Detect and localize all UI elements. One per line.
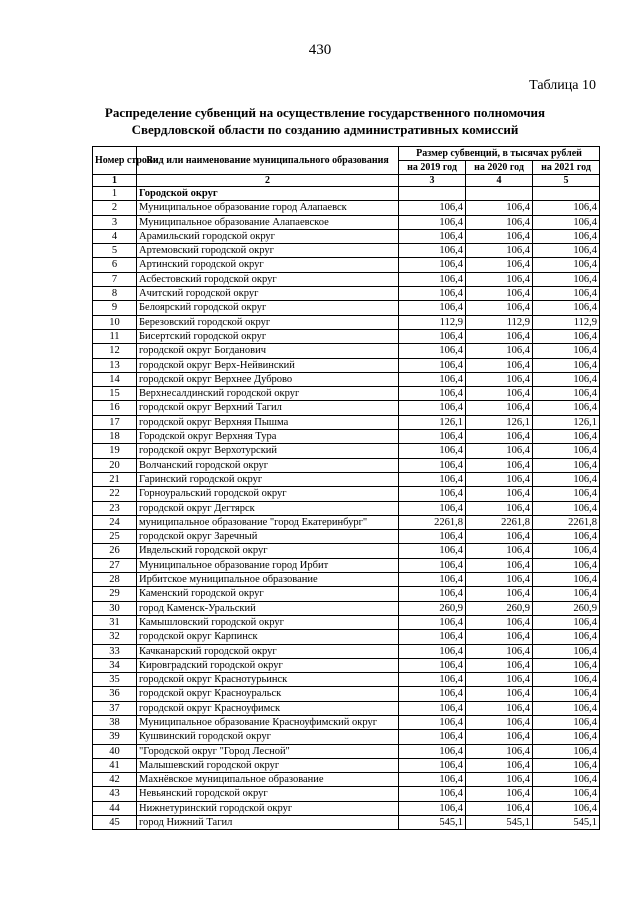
value-2021-cell: 106,4 [533,544,600,558]
municipality-name-cell: Малышевский городской округ [137,758,399,772]
value-2020-cell: 106,4 [466,558,533,572]
value-2019-cell: 260,9 [399,601,466,615]
value-2019-cell: 106,4 [399,644,466,658]
table-row [93,816,600,830]
value-2019-cell: 106,4 [399,573,466,587]
value-2021-cell: 2261,8 [533,515,600,529]
table-row [93,258,600,272]
row-number-cell: 35 [93,673,137,687]
table-row [93,701,600,715]
row-number-cell: 27 [93,558,137,572]
value-2021-cell: 106,4 [533,229,600,243]
row-number-cell: 28 [93,573,137,587]
row-number-cell: 7 [93,272,137,286]
value-2021-cell: 106,4 [533,730,600,744]
value-2021-cell: 106,4 [533,673,600,687]
table-row [93,215,600,229]
municipality-name-cell: Городской округ [137,187,399,201]
value-2021-cell: 106,4 [533,329,600,343]
value-2019-cell: 106,4 [399,630,466,644]
table-row [93,187,600,201]
municipality-name-cell: "Городской округ "Город Лесной" [137,744,399,758]
value-2020-cell: 106,4 [466,229,533,243]
table-row [93,472,600,486]
header-municipality-name: Вид или наименование муниципального образования [137,147,399,175]
row-number-cell: 14 [93,372,137,386]
value-2019-cell: 106,4 [399,301,466,315]
row-number-cell: 33 [93,644,137,658]
value-2020-cell: 106,4 [466,215,533,229]
value-2020-cell: 2261,8 [466,515,533,529]
value-2020-cell: 106,4 [466,615,533,629]
municipality-name-cell: Махнёвское муниципальное образование [137,773,399,787]
value-2020-cell: 106,4 [466,673,533,687]
header-year-2020: на 2020 год [466,161,533,175]
header-row-number: Номер строки [93,147,137,175]
column-index-1: 1 [93,175,137,187]
value-2021-cell: 106,4 [533,372,600,386]
value-2021-cell: 106,4 [533,272,600,286]
municipality-name-cell: Гаринский городской округ [137,472,399,486]
value-2019-cell: 106,4 [399,701,466,715]
document-title-line-1: Распределение субвенций на осуществление государственного полномочия [104,105,546,120]
municipality-name-cell: городской округ Краснотурьинск [137,673,399,687]
municipality-name-cell: городской округ Богданович [137,344,399,358]
value-2020-cell: 260,9 [466,601,533,615]
value-2021-cell: 106,4 [533,358,600,372]
municipality-name-cell: городской округ Верхотурский [137,444,399,458]
value-2019-cell: 106,4 [399,401,466,415]
table-row [93,501,600,515]
value-2020-cell: 126,1 [466,415,533,429]
row-number-cell: 9 [93,301,137,315]
header-year-2019: на 2019 год [399,161,466,175]
municipality-name-cell: Муниципальное образование город Ирбит [137,558,399,572]
table-row [93,272,600,286]
value-2020-cell: 106,4 [466,344,533,358]
row-number-cell: 3 [93,215,137,229]
row-number-cell: 16 [93,401,137,415]
value-2019-cell: 2261,8 [399,515,466,529]
value-2020-cell: 106,4 [466,272,533,286]
row-number-cell: 24 [93,515,137,529]
value-2021-cell: 106,4 [533,487,600,501]
table-row [93,730,600,744]
row-number-cell: 31 [93,615,137,629]
table-row [93,430,600,444]
municipality-name-cell: Арамильский городской округ [137,229,399,243]
table-row [93,301,600,315]
table-row [93,544,600,558]
row-number-cell: 17 [93,415,137,429]
value-2021-cell: 106,4 [533,501,600,515]
value-2021-cell: 106,4 [533,701,600,715]
value-2020-cell: 106,4 [466,301,533,315]
table-row [93,644,600,658]
table-body [93,187,600,830]
municipality-name-cell: городской округ Верхняя Пышма [137,415,399,429]
value-2021-cell: 106,4 [533,201,600,215]
municipality-name-cell: Ивдельский городской округ [137,544,399,558]
value-2020-cell [466,187,533,201]
value-2020-cell: 106,4 [466,587,533,601]
value-2020-cell: 106,4 [466,630,533,644]
row-number-cell: 20 [93,458,137,472]
header-subsidy-amount: Размер субвенций, в тысячах рублей [399,147,600,161]
value-2019-cell: 106,4 [399,329,466,343]
value-2020-cell: 106,4 [466,744,533,758]
value-2021-cell: 106,4 [533,787,600,801]
value-2020-cell: 106,4 [466,472,533,486]
value-2020-cell: 106,4 [466,387,533,401]
value-2019-cell: 545,1 [399,816,466,830]
value-2019-cell: 106,4 [399,487,466,501]
table-row [93,715,600,729]
municipality-name-cell: Кушвинский городской округ [137,730,399,744]
municipality-name-cell: Каменский городской округ [137,587,399,601]
value-2019-cell: 106,4 [399,358,466,372]
value-2021-cell: 106,4 [533,430,600,444]
value-2021-cell: 545,1 [533,816,600,830]
value-2020-cell: 106,4 [466,258,533,272]
municipality-name-cell: Ачитский городской округ [137,287,399,301]
value-2020-cell: 106,4 [466,758,533,772]
value-2019-cell: 106,4 [399,501,466,515]
table-row [93,673,600,687]
municipality-name-cell: Бисертский городской округ [137,329,399,343]
row-number-cell: 19 [93,444,137,458]
value-2020-cell: 106,4 [466,787,533,801]
municipality-name-cell: Муниципальное образование Алапаевское [137,215,399,229]
row-number-cell: 45 [93,816,137,830]
municipality-name-cell: Верхнесалдинский городской округ [137,387,399,401]
document-title-line-2: Свердловской области по созданию административных комиссий [131,122,519,137]
row-number-cell: 12 [93,344,137,358]
value-2019-cell: 126,1 [399,415,466,429]
municipality-name-cell: Качканарский городской округ [137,644,399,658]
value-2019-cell: 106,4 [399,372,466,386]
value-2021-cell: 106,4 [533,215,600,229]
value-2021-cell: 106,4 [533,573,600,587]
row-number-cell: 42 [93,773,137,787]
value-2019-cell: 106,4 [399,244,466,258]
value-2019-cell: 106,4 [399,687,466,701]
table-row [93,372,600,386]
row-number-cell: 4 [93,229,137,243]
row-number-cell: 36 [93,687,137,701]
value-2020-cell: 106,4 [466,730,533,744]
value-2021-cell: 106,4 [533,687,600,701]
value-2020-cell: 106,4 [466,444,533,458]
municipality-name-cell: городской округ Красноуфимск [137,701,399,715]
table-row [93,444,600,458]
municipality-name-cell: Городской округ Верхняя Тура [137,430,399,444]
value-2021-cell: 106,4 [533,644,600,658]
value-2021-cell: 106,4 [533,658,600,672]
value-2020-cell: 106,4 [466,573,533,587]
value-2020-cell: 106,4 [466,715,533,729]
row-number-cell: 30 [93,601,137,615]
table-row [93,758,600,772]
value-2019-cell: 106,4 [399,201,466,215]
row-number-cell: 18 [93,430,137,444]
value-2021-cell: 106,4 [533,287,600,301]
table-row [93,573,600,587]
row-number-cell: 26 [93,544,137,558]
value-2020-cell: 106,4 [466,530,533,544]
row-number-cell: 25 [93,530,137,544]
value-2021-cell: 106,4 [533,773,600,787]
value-2019-cell: 106,4 [399,773,466,787]
table-row [93,415,600,429]
value-2019-cell: 106,4 [399,287,466,301]
municipality-name-cell: город Нижний Тагил [137,816,399,830]
value-2020-cell: 106,4 [466,201,533,215]
row-number-cell: 13 [93,358,137,372]
table-row [93,558,600,572]
value-2021-cell: 106,4 [533,587,600,601]
value-2021-cell: 106,4 [533,244,600,258]
table-row [93,744,600,758]
value-2020-cell: 106,4 [466,458,533,472]
value-2021-cell: 106,4 [533,630,600,644]
column-index-5: 5 [533,175,600,187]
table-row [93,315,600,329]
municipality-name-cell: Ирбитское муниципальное образование [137,573,399,587]
row-number-cell: 43 [93,787,137,801]
table-row [93,458,600,472]
municipality-name-cell: городской округ Красноуральск [137,687,399,701]
value-2021-cell: 126,1 [533,415,600,429]
table-row [93,344,600,358]
value-2020-cell: 106,4 [466,287,533,301]
document-title [60,104,590,138]
value-2019-cell: 112,9 [399,315,466,329]
table-row [93,401,600,415]
value-2020-cell: 106,4 [466,501,533,515]
value-2020-cell: 106,4 [466,687,533,701]
value-2020-cell: 106,4 [466,544,533,558]
value-2019-cell: 106,4 [399,673,466,687]
value-2019-cell: 106,4 [399,744,466,758]
table-row [93,687,600,701]
value-2021-cell: 106,4 [533,758,600,772]
value-2019-cell: 106,4 [399,544,466,558]
row-number-cell: 23 [93,501,137,515]
value-2020-cell: 106,4 [466,329,533,343]
column-index-4: 4 [466,175,533,187]
table-row [93,229,600,243]
value-2019-cell: 106,4 [399,587,466,601]
row-number-cell: 15 [93,387,137,401]
row-number-cell: 38 [93,715,137,729]
value-2020-cell: 106,4 [466,701,533,715]
value-2021-cell: 106,4 [533,801,600,815]
municipality-name-cell: Муниципальное образование Красноуфимский округ [137,715,399,729]
municipality-name-cell: муниципальное образование "город Екатеринбург" [137,515,399,529]
column-index-2: 2 [137,175,399,187]
value-2021-cell: 106,4 [533,558,600,572]
table-row [93,601,600,615]
value-2019-cell: 106,4 [399,229,466,243]
table-row [93,287,600,301]
row-number-cell: 37 [93,701,137,715]
table-row [93,329,600,343]
value-2019-cell: 106,4 [399,430,466,444]
row-number-cell: 29 [93,587,137,601]
table-row [93,801,600,815]
value-2021-cell: 260,9 [533,601,600,615]
municipality-name-cell: городской округ Верх-Нейвинский [137,358,399,372]
row-number-cell: 44 [93,801,137,815]
value-2019-cell: 106,4 [399,658,466,672]
row-number-cell: 39 [93,730,137,744]
row-number-cell: 21 [93,472,137,486]
municipality-name-cell: город Каменск-Уральский [137,601,399,615]
table-row [93,658,600,672]
row-number-cell: 22 [93,487,137,501]
table-row [93,530,600,544]
table-row [93,615,600,629]
value-2021-cell: 106,4 [533,387,600,401]
table-row [93,244,600,258]
value-2019-cell: 106,4 [399,472,466,486]
value-2021-cell: 106,4 [533,530,600,544]
value-2019-cell: 106,4 [399,258,466,272]
row-number-cell: 34 [93,658,137,672]
value-2019-cell: 106,4 [399,215,466,229]
municipality-name-cell: Нижнетуринский городской округ [137,801,399,815]
column-index-3: 3 [399,175,466,187]
table-row [93,201,600,215]
value-2019-cell [399,187,466,201]
value-2019-cell: 106,4 [399,801,466,815]
municipality-name-cell: городской округ Верхнее Дуброво [137,372,399,386]
value-2021-cell: 106,4 [533,301,600,315]
value-2019-cell: 106,4 [399,615,466,629]
municipality-name-cell: Волчанский городской округ [137,458,399,472]
value-2020-cell: 106,4 [466,644,533,658]
subsidies-table [92,146,600,830]
value-2021-cell: 106,4 [533,258,600,272]
table-row [93,387,600,401]
value-2021-cell: 106,4 [533,458,600,472]
table-row [93,587,600,601]
municipality-name-cell: Кировградский городской округ [137,658,399,672]
row-number-cell: 40 [93,744,137,758]
value-2021-cell: 106,4 [533,344,600,358]
value-2020-cell: 106,4 [466,773,533,787]
municipality-name-cell: Белоярский городской округ [137,301,399,315]
municipality-name-cell: городской округ Карпинск [137,630,399,644]
value-2021-cell: 106,4 [533,715,600,729]
header-year-2021: на 2021 год [533,161,600,175]
table-row [93,787,600,801]
value-2021-cell: 112,9 [533,315,600,329]
value-2020-cell: 106,4 [466,430,533,444]
row-number-cell: 32 [93,630,137,644]
municipality-name-cell: Камышловский городской округ [137,615,399,629]
value-2019-cell: 106,4 [399,530,466,544]
value-2020-cell: 106,4 [466,358,533,372]
municipality-name-cell: Артемовский городской округ [137,244,399,258]
municipality-name-cell: Асбестовский городской округ [137,272,399,286]
municipality-name-cell: Горноуральский городской округ [137,487,399,501]
value-2019-cell: 106,4 [399,730,466,744]
municipality-name-cell: городской округ Дегтярск [137,501,399,515]
municipality-name-cell: Невьянский городской округ [137,787,399,801]
value-2021-cell: 106,4 [533,472,600,486]
value-2020-cell: 106,4 [466,244,533,258]
table-row [93,487,600,501]
value-2021-cell: 106,4 [533,444,600,458]
value-2019-cell: 106,4 [399,344,466,358]
value-2019-cell: 106,4 [399,458,466,472]
page-number: 430 [308,42,332,58]
row-number-cell: 5 [93,244,137,258]
row-number-cell: 8 [93,287,137,301]
row-number-cell: 1 [93,187,137,201]
value-2019-cell: 106,4 [399,787,466,801]
table-label: Таблица 10 [529,78,596,93]
row-number-cell: 10 [93,315,137,329]
value-2020-cell: 106,4 [466,401,533,415]
row-number-cell: 41 [93,758,137,772]
row-number-cell: 11 [93,329,137,343]
municipality-name-cell: городской округ Заречный [137,530,399,544]
municipality-name-cell: Березовский городской округ [137,315,399,329]
value-2020-cell: 106,4 [466,658,533,672]
value-2020-cell: 106,4 [466,372,533,386]
value-2020-cell: 112,9 [466,315,533,329]
value-2020-cell: 106,4 [466,801,533,815]
table-row [93,773,600,787]
row-number-cell: 2 [93,201,137,215]
value-2020-cell: 545,1 [466,816,533,830]
value-2021-cell: 106,4 [533,615,600,629]
value-2019-cell: 106,4 [399,715,466,729]
table-row [93,630,600,644]
municipality-name-cell: Муниципальное образование город Алапаевск [137,201,399,215]
table-row [93,358,600,372]
municipality-name-cell: Артинский городской округ [137,258,399,272]
value-2019-cell: 106,4 [399,558,466,572]
value-2019-cell: 106,4 [399,272,466,286]
table-row [93,515,600,529]
municipality-name-cell: городской округ Верхний Тагил [137,401,399,415]
value-2019-cell: 106,4 [399,387,466,401]
row-number-cell: 6 [93,258,137,272]
value-2021-cell: 106,4 [533,401,600,415]
value-2020-cell: 106,4 [466,487,533,501]
value-2021-cell: 106,4 [533,744,600,758]
value-2021-cell [533,187,600,201]
value-2019-cell: 106,4 [399,758,466,772]
value-2019-cell: 106,4 [399,444,466,458]
